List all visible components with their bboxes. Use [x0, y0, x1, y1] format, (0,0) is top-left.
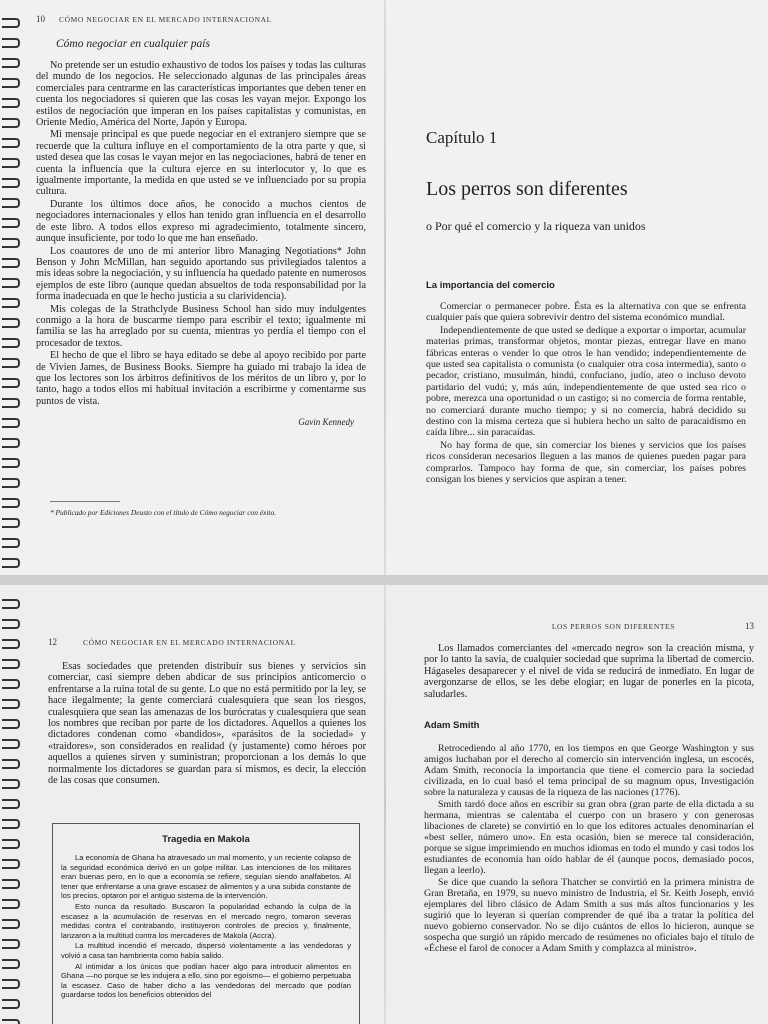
paragraph: Se dice que cuando la señora Thatcher se convirtió en la primera ministra de Gran Bretaña, en 1979, su nuevo ministro de Industria, el Sr. Keith Joseph, envió ejemplares del libro clásico de Adam Smith a sus más altos funcionarios y les sugirió que lo leyeran si querían comprender de qué iba a tratar la política del nuevo gobierno conservador. No se dijo cuántos de ellos lo hicieron, aunque se sospecha que surgió un rápido mercado de resúmenes no oficiales bajo el título de «Échese el farol de conocer a Adam Smith y complazca al ministro».	[424, 877, 754, 955]
signature: Gavin Kennedy	[298, 417, 354, 428]
paragraph: No pretende ser un estudio exhaustivo de todos los países y todas las culturas del mundo de los negocios. He seleccionado algunas de las principales áreas comerciales para centrarme en las características importantes que deben tener en cuenta los negociadores si quieren que las cosas les vayan mejor. Expongo los estilos de negociación que imperan en los países capitalistas y comunistas, en Oriente Medio, América del Norte, Japón y Europa.	[36, 60, 366, 129]
page-13	[424, 621, 754, 955]
page-12	[48, 637, 366, 787]
page-10	[36, 14, 366, 517]
body-text	[426, 301, 746, 486]
paragraph: Esto nunca da resultado. Buscaron la popularidad echando la culpa de la escasez a la acumulación de reservas en el mercado negro, tomaron severas medidas contra el contrabando, instituyeron controles de precios y, finalmente, lanzaron a la multitud contra los mercaderes de Makola (Accra).	[61, 901, 351, 940]
sidebar-box	[52, 823, 360, 1024]
page-gutter	[384, 585, 386, 1024]
box-title: Tragedia en Makola	[162, 834, 250, 845]
page-number: 12	[48, 637, 57, 647]
spiral-binding	[0, 589, 22, 1024]
chapter-subtitle: o Por qué el comercio y la riqueza van unidos	[426, 219, 646, 233]
page-11	[426, 128, 746, 487]
chapter-label: Capítulo 1	[426, 128, 498, 147]
paragraph: Los llamados comerciantes del «mercado negro» son la creación misma, y por lo tanto la savia, de cualquier sociedad que suprima la libertad de comercio. Hágaseles desaparecer y el nivel de vida se reducirá de inmediato. En lugar de avergonzarse de ellos, se les debe elogiar; en lugar de ponerles en la picota, saludarles.	[424, 643, 754, 700]
paragraph: Smith tardó doce años en escribir su gran obra (gran parte de ella dictada a su hermana, mientras se calentaba el cuerpo con un brasero y con generosas libaciones de clarete) se convirtió en lo que los editores actuales denominarían el «best seller, número uno». En esta ocasión, bien se merece tal consideración, porque se sigue imprimiendo en muchos idiomas en todo el mundo y casi todos los estudiantes de economía han oído hablar de él (aunque pocos, demasiado pocos, llegan a leerlo).	[424, 799, 754, 877]
footnote-rule	[50, 501, 120, 502]
paragraph: Independientemente de que usted se dedique a exportar o importar, acumular materias primas, transformar objetos, montar piezas, entregar llave en mano fábricas enteras o vender lo que otros le han vendido; independientemente de que usted sea capitalista o comunista (o cualquier otra cosa intermedia), santo o pecador, cristiano, musulmán, hindú, confuciano, judío, ateo o incluso devoto partidario del vudú; y, más aún, independientemente de que usted sea rico o pobre, merezca una oportunidad o un castigo; si no comercia de forma rentable, no comerciará durante mucho tiempo; y si no comercia, habrá decidido su destino con la misma certeza que si hubiera hecho un salto de paracaidismo en caída libre... sin paracaídas.	[426, 324, 746, 439]
paragraph: Esas sociedades que pretenden distribuir sus bienes y servicios sin comerciar, casi siempre deben abdicar de sus principios anticomercio o enfrentarse a la ruina total de su gente. Lo que no está permitido por la ley, se hace ilegalmente; la gente comerciará cualesquiera que sean los riesgos, cualesquiera que sean las amenazas de los burócratas y cualesquiera que sean los nombres que reciban por parte de los dictadores. Aquellos a quienes los dictadores condenan como «bandidos», «parásitos de la sociedad» y «traidores», son considerados en realidad (y justamente) como héroes por aquellos a quienes sirven y suministran; proporcionan a los demás lo que normalmente los dictadores se guardan para sí mismos, es decir, la elección de las cosas que consumen.	[48, 661, 366, 787]
page-number: 13	[745, 621, 754, 631]
paragraph: Mi mensaje principal es que puede negociar en el extranjero siempre que se recuerde que la cultura influye en el comportamiento de la otra parte y que, si usted desea que las cosas le vayan mejor en las negociaciones, habrá de tener en cuenta la influencia que la cultura ejerce en su interlocutor y, lo que es igualmente importante, la medida en que usted se ve influenciado por su propia cultura.	[36, 129, 366, 198]
paragraph: Al intimidar a los únicos que podían hacer algo para introducir alimentos en Ghana —no porque se les indujera a ello, sino por egoísmo— el gobierno perpetuaba la escasez. Caso de haber dicho a las vendedoras del mercado que podían guardarse todos los beneficios obtenidos del	[61, 961, 351, 1000]
paragraph: Comerciar o permanecer pobre. Ésta es la alternativa con que se enfrenta cualquier país que quiera sobrevivir dentro del sistema económico mundial.	[426, 301, 746, 324]
bottom-spread	[0, 585, 768, 1024]
page-gutter	[384, 0, 386, 575]
paragraph: No hay forma de que, sin comerciar los bienes y servicios que los países ricos consideran necesarios lleguen a las manos de quienes pueden pagar para comprarlos. Tampoco hay forma de que, sin comerciar, los países pobres consigan los bienes y servicios que aspiran a tener.	[426, 439, 746, 486]
paragraph: Los coautores de uno de mi anterior libro Managing Negotiations* John Benson y John McMillan, han seguido aportando sus privilegiados talentos a mis ideas sobre la negociación, y su influencia ha quedado patente en numerosos ejemplos de este libro (aunque quedan absueltos de toda responsabilidad por la forma inadecuada en que le hecho justicia a su clarividencia).	[36, 245, 366, 303]
paragraph: Mis colegas de la Strathclyde Business School han sido muy indulgentes conmigo a la hora de buscarme tiempo para escribir el texto; igualmente mi familia se las ha arreglado por su cuenta, mientras yo perdía el tiempo con el procesador de textos.	[36, 303, 366, 349]
spiral-binding	[0, 8, 22, 575]
paragraph: La multitud incendió el mercado, dispersó violentamente a las vendedoras y volvió a casa tan hambrienta como había salido.	[61, 941, 351, 960]
running-head: LOS PERROS SON DIFERENTES	[551, 622, 675, 631]
page-number: 10	[36, 14, 45, 24]
paragraph: Retrocediendo al año 1770, en los tiempos en que George Washington y sus amigos luchaban por el derecho al comercio sin intervención inglesa, un escocés, Adam Smith, reconocía la importancia que tiene el comercio para la sociedad civilizada, en lo cual basó el tema principal de su magnum opus, Investigación sobre la naturaleza y causas de la riqueza de las naciones (1776).	[424, 743, 754, 799]
paragraph: La economía de Ghana ha atravesado un mal momento, y un reciente colapso de la seguridad económica derivó en un golpe militar. Las intenciones de los militares eran buenas pero, en lo que a economía se refiere, seguían siendo analfabetos. Al tener que enfrentarse a una grave escasez de alimentos y a una subida constante de los precios, optaron por el antiguo sistema de la intervención.	[61, 853, 351, 901]
section-title: Adam Smith	[424, 720, 480, 732]
running-head: CÓMO NEGOCIAR EN EL MERCADO INTERNACIONAL	[59, 15, 272, 24]
body-text	[48, 661, 366, 786]
paragraph: El hecho de que el libro se haya editado se debe al apoyo recibido por parte de Vivien James, de Business Books. Siempre ha guiado mi trabajo la idea de que los lectores son los árbitros definitivos de los méritos de un libro y, por lo tanto, hago a todos ellos mi habitual invitación a escribirme y comentarme sus puntos de vista.	[36, 350, 366, 407]
chapter-title: Los perros son diferentes	[426, 178, 628, 200]
box-text	[53, 853, 359, 1000]
section-title: Cómo negociar en cualquier país	[56, 38, 210, 50]
body-text	[36, 60, 366, 407]
footnote: * Publicado por Ediciones Deusto con el título de Cómo negociar con éxito.	[50, 508, 276, 518]
body-text	[424, 643, 754, 700]
section-title: La importancia del comercio	[426, 280, 555, 291]
paragraph: Durante los últimos doce años, he conocido a muchos cientos de negociadores internacionales y ellos han tenido gran influencia en el desarrollo de este libro. A todos ellos expreso mi agradecimiento, totalmente sincero, aunque insuficiente, por todo lo que me han enseñado.	[36, 198, 366, 245]
body-text-2	[424, 743, 754, 954]
running-head: CÓMO NEGOCIAR EN EL MERCADO INTERNACIONAL	[83, 638, 296, 647]
